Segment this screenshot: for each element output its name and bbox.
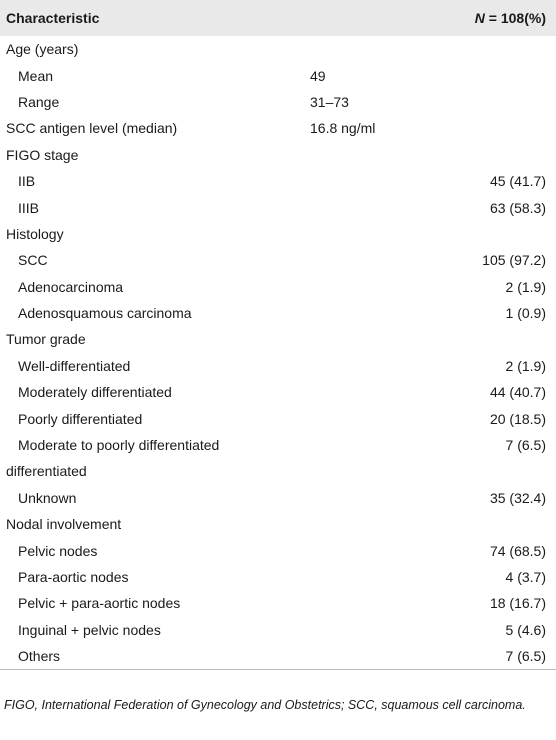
cell-count: [430, 115, 556, 141]
cell-count: 5 (4.6): [505, 621, 546, 638]
cell-value: [310, 511, 430, 537]
table-body: [0, 36, 556, 670]
cell-value: [310, 168, 430, 194]
table-row: [0, 62, 556, 88]
cell-value: [310, 36, 430, 62]
cell-value: [310, 590, 430, 616]
cell-value: [310, 379, 430, 405]
cell-count: 63 (58.3): [489, 199, 546, 216]
table-row: [0, 168, 556, 194]
cell-count: 44 (40.7): [489, 384, 546, 401]
table-footnote: FIGO, International Federation of Gynecology and Obstetrics; SCC, squamous cell carcinoma.: [4, 698, 526, 712]
cell-count: [430, 458, 556, 484]
table-row: [0, 36, 556, 62]
cell-characteristic: FIGO stage: [6, 146, 79, 163]
cell-value: 31–73: [310, 93, 349, 110]
cell-characteristic: Age (years): [6, 41, 79, 58]
cell-characteristic: Pelvic + para-aortic nodes: [18, 595, 181, 612]
table-row: [0, 485, 556, 511]
cell-value: [310, 142, 430, 168]
table-row: [0, 590, 556, 616]
cell-characteristic: Para-aortic nodes: [18, 569, 129, 585]
cell-count: 74 (68.5): [489, 542, 546, 559]
cell-characteristic: Well-differentiated: [18, 357, 131, 374]
cell-count: [430, 62, 556, 88]
table-row: [0, 643, 556, 670]
cell-characteristic: Tumor grade: [6, 331, 86, 348]
table-row: [0, 326, 556, 352]
cell-value: [310, 564, 430, 590]
cell-value: [310, 247, 430, 273]
cell-value: [310, 485, 430, 511]
cell-characteristic: Histology: [6, 225, 64, 242]
header-n-value: = 108(%): [484, 10, 546, 26]
table-row: [0, 353, 556, 379]
table-header: [0, 0, 556, 36]
cell-value: 16.8 ng/ml: [310, 120, 376, 137]
cell-count: 18 (16.7): [489, 595, 546, 612]
cell-characteristic: Pelvic nodes: [18, 542, 98, 559]
table-row: [0, 142, 556, 168]
table-row: [0, 511, 556, 537]
cell-characteristic: differentiated: [6, 463, 87, 480]
cell-characteristic: Moderately differentiated: [18, 384, 172, 401]
table-row: [0, 115, 556, 141]
table-row: [0, 274, 556, 300]
table-row: [0, 300, 556, 326]
cell-value: [310, 432, 430, 458]
header-empty: [310, 0, 430, 36]
cell-value: [310, 274, 430, 300]
cell-count: 4 (3.7): [505, 569, 546, 585]
cell-value: [310, 643, 430, 670]
cell-characteristic: Unknown: [18, 489, 77, 506]
table-row: [0, 458, 556, 484]
cell-characteristic: Others: [0, 643, 310, 670]
cell-count: [430, 221, 556, 247]
cell-count: 1 (0.9): [505, 305, 546, 322]
cell-characteristic: Nodal involvement: [6, 516, 122, 533]
cell-value: [310, 537, 430, 563]
table-row: [0, 537, 556, 563]
cell-value: 49: [310, 67, 326, 84]
cell-characteristic: SCC antigen level (median): [6, 120, 178, 137]
header-characteristic: Characteristic: [6, 10, 100, 26]
table-row: [0, 247, 556, 273]
header-n-symbol: N: [474, 10, 485, 26]
cell-characteristic: Inguinal + pelvic nodes: [18, 621, 161, 638]
cell-characteristic: Moderate to poorly differentiated: [18, 437, 220, 454]
cell-value: [310, 326, 430, 352]
cell-count: 35 (32.4): [489, 489, 546, 506]
header-row: [0, 0, 556, 36]
cell-characteristic: Range: [18, 93, 60, 110]
cell-characteristic: IIIB: [18, 199, 40, 216]
cell-value: [310, 300, 430, 326]
cell-value: [310, 405, 430, 431]
cell-count: [430, 89, 556, 115]
table-row: [0, 379, 556, 405]
cell-count: [430, 36, 556, 62]
cell-count: [430, 326, 556, 352]
cell-characteristic: Adenosquamous carcinoma: [18, 305, 192, 322]
cell-characteristic: IIB: [18, 173, 36, 190]
cell-count: 45 (41.7): [489, 173, 546, 190]
table-row: [0, 405, 556, 431]
cell-value: [310, 194, 430, 220]
cell-count: [430, 142, 556, 168]
cell-count: 2 (1.9): [505, 357, 546, 374]
cell-characteristic: Adenocarcinoma: [18, 278, 124, 295]
cell-value: [310, 221, 430, 247]
cell-count: [430, 511, 556, 537]
cell-characteristic: SCC: [18, 252, 48, 269]
cell-count: 7 (6.5): [430, 643, 556, 670]
cell-count: 7 (6.5): [505, 437, 546, 454]
table-row: [0, 564, 556, 590]
cell-value: [310, 458, 430, 484]
cell-count: 105 (97.2): [482, 252, 546, 269]
cell-count: 20 (18.5): [489, 410, 546, 427]
cell-characteristic: Poorly differentiated: [18, 410, 143, 427]
cell-value: [310, 353, 430, 379]
header-n: [430, 0, 556, 36]
table-row: [0, 194, 556, 220]
cell-characteristic: Mean: [18, 67, 54, 84]
table-row: [0, 89, 556, 115]
table-row: [0, 617, 556, 643]
cell-count: 2 (1.9): [505, 278, 546, 295]
table-row: [0, 432, 556, 458]
table-row: [0, 221, 556, 247]
cell-value: [310, 617, 430, 643]
